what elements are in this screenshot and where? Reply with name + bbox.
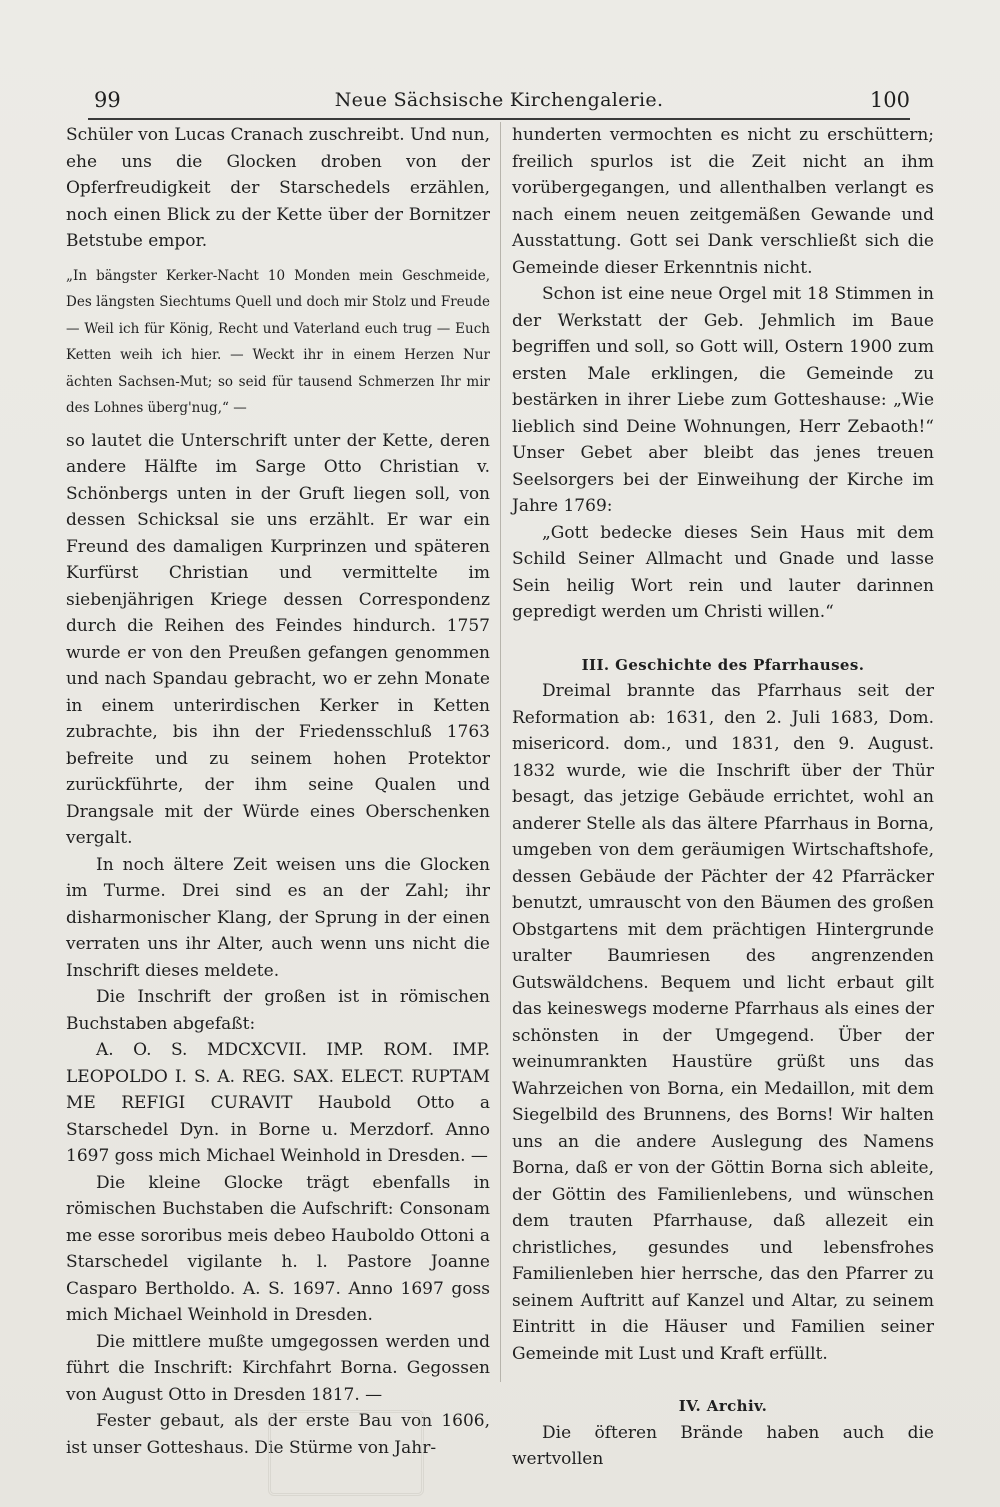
paragraph: so lautet die Unterschrift unter der Kette, deren andere Hälfte im Sarge Otto Christian v. Schönbergs unten in der Gruft liegen soll, von dessen Schicksal sie uns erzählt. Er war ein Freund des damaligen Kurprinzen und späteren Kurfürst Christian und vermittelte im siebenjährigen Kriege dessen Correspondenz durch die Reihen des Feindes hindurch. 1757 wurde er von den Preußen gefangen genommen und nach Spandau gebracht, wo er zehn Monate in einem unterirdischen Kerker in Ketten zubrachte, bis ihn der Friedensschluß 1763 befreite und zu seinem hohen Protektor zurückführte, der ihm seine Qualen und Drangsale mit der Würde eines Oberschenken vergalt. [66,430,490,848]
page-number-left: 99 [94,88,121,112]
section-heading: IV. Archiv. [678,1397,768,1415]
column-divider [500,122,501,1382]
section-heading: III. Geschichte des Pfarrhauses. [581,655,865,674]
page-number-right: 100 [869,88,910,112]
header-rule [88,118,910,120]
paragraph: Die kleine Glocke trägt ebenfalls in römischen Buchstaben die Aufschrift: Consonam me esse sororibus meis debeo Hauboldo Ottoni a Starschedel vigilante h. l. Pastore Joanne Casparo Bertholdo. A. S. 1697. Anno 1697 goss mich Michael Weinhold in Dresden. [66,1172,490,1325]
paragraph: Dreimal brannte das Pfarrhaus seit der Reformation ab: 1631, den 2. Juli 1683, Dom. misericord. dom., und 1831, den 9. August. 1832 wurde, wie die Inschrift über der Thür besagt, das jetzige Gebäude errichtet, wohl an anderer Stelle als das ältere Pfarrhaus in Borna, umgeben von dem geräumigen Wirtschaftshofe, dessen Gebäude der Pächter der 42 Pfarräcker benutzt, umrauscht von den Bäumen des großen Obstgartens mit dem prächtigen Hintergrunde uralter Baumriesen des angrenzenden Gutswäldchens. Bequem und licht erbaut gilt das keineswegs moderne Pfarrhaus als eines der schönsten in der Umgegend. Über der weinumrankten Haustüre grüßt uns das Wahrzeichen von Borna, ein Medaillon, mit dem Siegelbild des Brunnens, des Borns! Wir halten uns an die andere Auslegung des Namens Borna, daß er von der Göttin Borna sich ableite, der Göttin des Familienlebens, und wünschen dem trauten Pfarrhause, daß allezeit ein christliches, gesundes und lebensfrohes Familienleben hier herrsche, das den Pfarrer zu seinem Auftritt auf Kanzel und Altar, zu seinem Eintritt in die Häuser und Familien seiner Gemeinde mit Lust und Kraft erfüllt. [512,681,934,1364]
right-column [512,122,934,1473]
left-column [66,122,490,1461]
paragraph: Die Inschrift der großen ist in römischen Buchstaben abgefaßt: [66,987,490,1034]
paragraph: Schüler von Lucas Cranach zuschreibt. Und nun, ehe uns die Glocken droben von der Opferfreudigkeit der Starschedels erzählen, noch einen Blick zu der Kette über der Bornitzer Betstube empor. [66,125,490,251]
running-title: Neue Sächsische Kirchengalerie. [334,89,664,111]
paragraph: Die mittlere mußte umgegossen werden und führt die Inschrift: Kirchfahrt Borna. Gegossen von August Otto in Dresden 1817. — [66,1331,490,1405]
paragraph: In noch ältere Zeit weisen uns die Glocken im Turme. Drei sind es an der Zahl; ihr disharmonischer Klang, der Sprung in der einen verraten uns ihr Alter, auch wenn uns nicht die Inschrift dieses meldete. [66,854,490,981]
library-stamp [268,1410,424,1496]
paragraph: hunderten vermochten es nicht zu erschüttern; freilich spurlos ist die Zeit nicht an ihm vorübergegangen, und allenthalben verlangt es nach einem neuen zeitgemäßen Gewande und Ausstattung. Gott sei Dank verschließt sich die Gemeinde dieser Erkenntnis nicht. [512,125,934,278]
verse-inscription: „In bängster Kerker-Nacht 10 Monden mein Geschmeide, Des längsten Siechtums Quell und doch mir Stolz und Freude — Weil ich für König, Recht und Vaterland euch trug — Euch Ketten weih ich hier. — Weckt ihr in einem Herzen Nur ächten Sachsen-Mut; so seid für tausend Schmerzen Ihr mir des Lohnes überg'nug,“ — [66,267,490,416]
paragraph: „Gott bedecke dieses Sein Haus mit dem Schild Seiner Allmacht und Gnade und lasse Sein heilig Wort rein und lauter darinnen gepredigt werden um Christi willen.“ [512,522,934,622]
paragraph: Fester gebaut, als der erste Bau von 1606, ist unser Gotteshaus. Die Stürme von Jahr- [66,1411,490,1458]
paragraph: A. O. S. MDCXCVII. IMP. ROM. IMP. LEOPOLDO I. S. A. REG. SAX. ELECT. RUPTAM ME REFIGI CURAVIT Haubold Otto a Starschedel Dyn. in Borne u. Merzdorf. Anno 1697 goss mich Michael Weinhold in Dresden. — [66,1040,490,1166]
running-header [88,86,910,116]
paragraph: Schon ist eine neue Orgel mit 18 Stimmen in der Werkstatt der Geb. Jehmlich im Baue begriffen und soll, so Gott will, Ostern 1900 zum ersten Male erklingen, die Gemeinde zu bestärken in ihrer Liebe zum Gotteshause: „Wie lieblich sind Deine Wohnungen, Herr Zebaoth!“ Unser Gebet aber bleibt das jenes treuen Seelsorgers bei der Einweihung der Kirche im Jahre 1769: [512,284,934,516]
paragraph: Die öfteren Brände haben auch die wertvollen [512,1422,934,1469]
